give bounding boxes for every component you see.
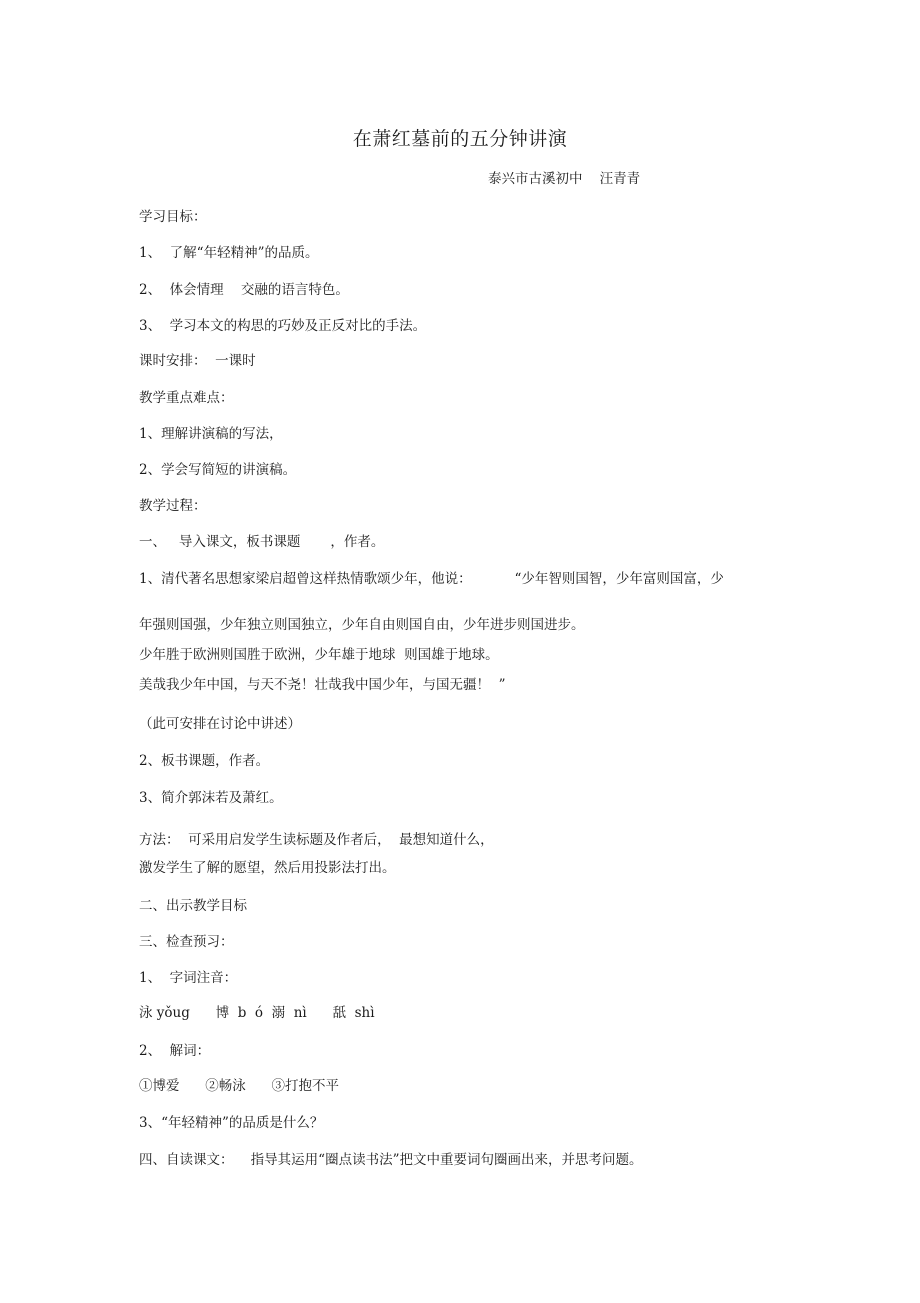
step-3-heading: 三、检查预习： bbox=[139, 934, 234, 950]
step-3-item-2: 2、 解词： bbox=[139, 1043, 211, 1059]
class-hours: 课时安排： 一课时 bbox=[139, 353, 256, 369]
step-2-heading: 二、出示教学目标 bbox=[139, 898, 247, 914]
document-title: 在萧红墓前的五分钟讲演 bbox=[352, 128, 568, 150]
quote-line-3: 美哉我少年中国，与天不尧！壮哉我中国少年，与国无疆！ ” bbox=[139, 677, 506, 693]
quote-line-2: 少年胜于欧洲则国胜于欧洲，少年雄于地球 则国雄于地球。 bbox=[139, 647, 499, 663]
step-4-heading: 四、自读课文： 指导其运用“圈点读书法”把文中重要词句圈画出来，并思考问题。 bbox=[139, 1152, 643, 1168]
method-line-2: 激发学生了解的愿望，然后用投影法打出。 bbox=[139, 860, 396, 876]
step-1-item-3: 3、简介郭沫若及萧红。 bbox=[139, 790, 283, 806]
goal-item-1: 1、 了解“年轻精神”的品质。 bbox=[139, 245, 319, 261]
discussion-note: （此可安排在讨论中讲述） bbox=[139, 716, 301, 732]
key-point-2: 2、学会写简短的讲演稿。 bbox=[139, 462, 297, 478]
step-1-item-2: 2、板书课题，作者。 bbox=[139, 753, 270, 769]
step-1-item-1: 1、清代著名思想家梁启超曾这样热情歌颂少年，他说： “少年智则国智，少年富则国富，少 bbox=[139, 571, 724, 587]
section-key-points: 教学重点难点： bbox=[139, 390, 234, 406]
section-teaching-process: 教学过程： bbox=[139, 498, 207, 514]
quote-line-1: 年强则国强，少年独立则国独立，少年自由则国自由，少年进步则国进步。 bbox=[139, 617, 585, 633]
step-3-item-1: 1、 字词注音： bbox=[139, 970, 238, 986]
goal-item-3: 3、 学习本文的构思的巧妙及正反对比的手法。 bbox=[139, 318, 427, 334]
pinyin-line: 泳 yǒug 博 b ó 溺 nì 舐 shì bbox=[139, 1005, 375, 1021]
author-line: 泰兴市古溪初中 汪青青 bbox=[488, 171, 641, 187]
goal-item-2: 2、 体会情理 交融的语言特色。 bbox=[139, 282, 349, 298]
method-line-1: 方法： 可采用启发学生读标题及作者后， 最想知道什么， bbox=[139, 832, 494, 848]
key-point-1: 1、理解讲演稿的写法， bbox=[139, 426, 283, 442]
step-3-item-3: 3、“年轻精神”的品质是什么？ bbox=[139, 1115, 324, 1131]
section-learning-goals: 学习目标： bbox=[139, 209, 207, 225]
vocab-line: ①博爱 ②畅泳 ③打抱不平 bbox=[139, 1078, 339, 1094]
step-1-heading: 一、 导入课文，板书课题 ，作者。 bbox=[139, 534, 385, 550]
